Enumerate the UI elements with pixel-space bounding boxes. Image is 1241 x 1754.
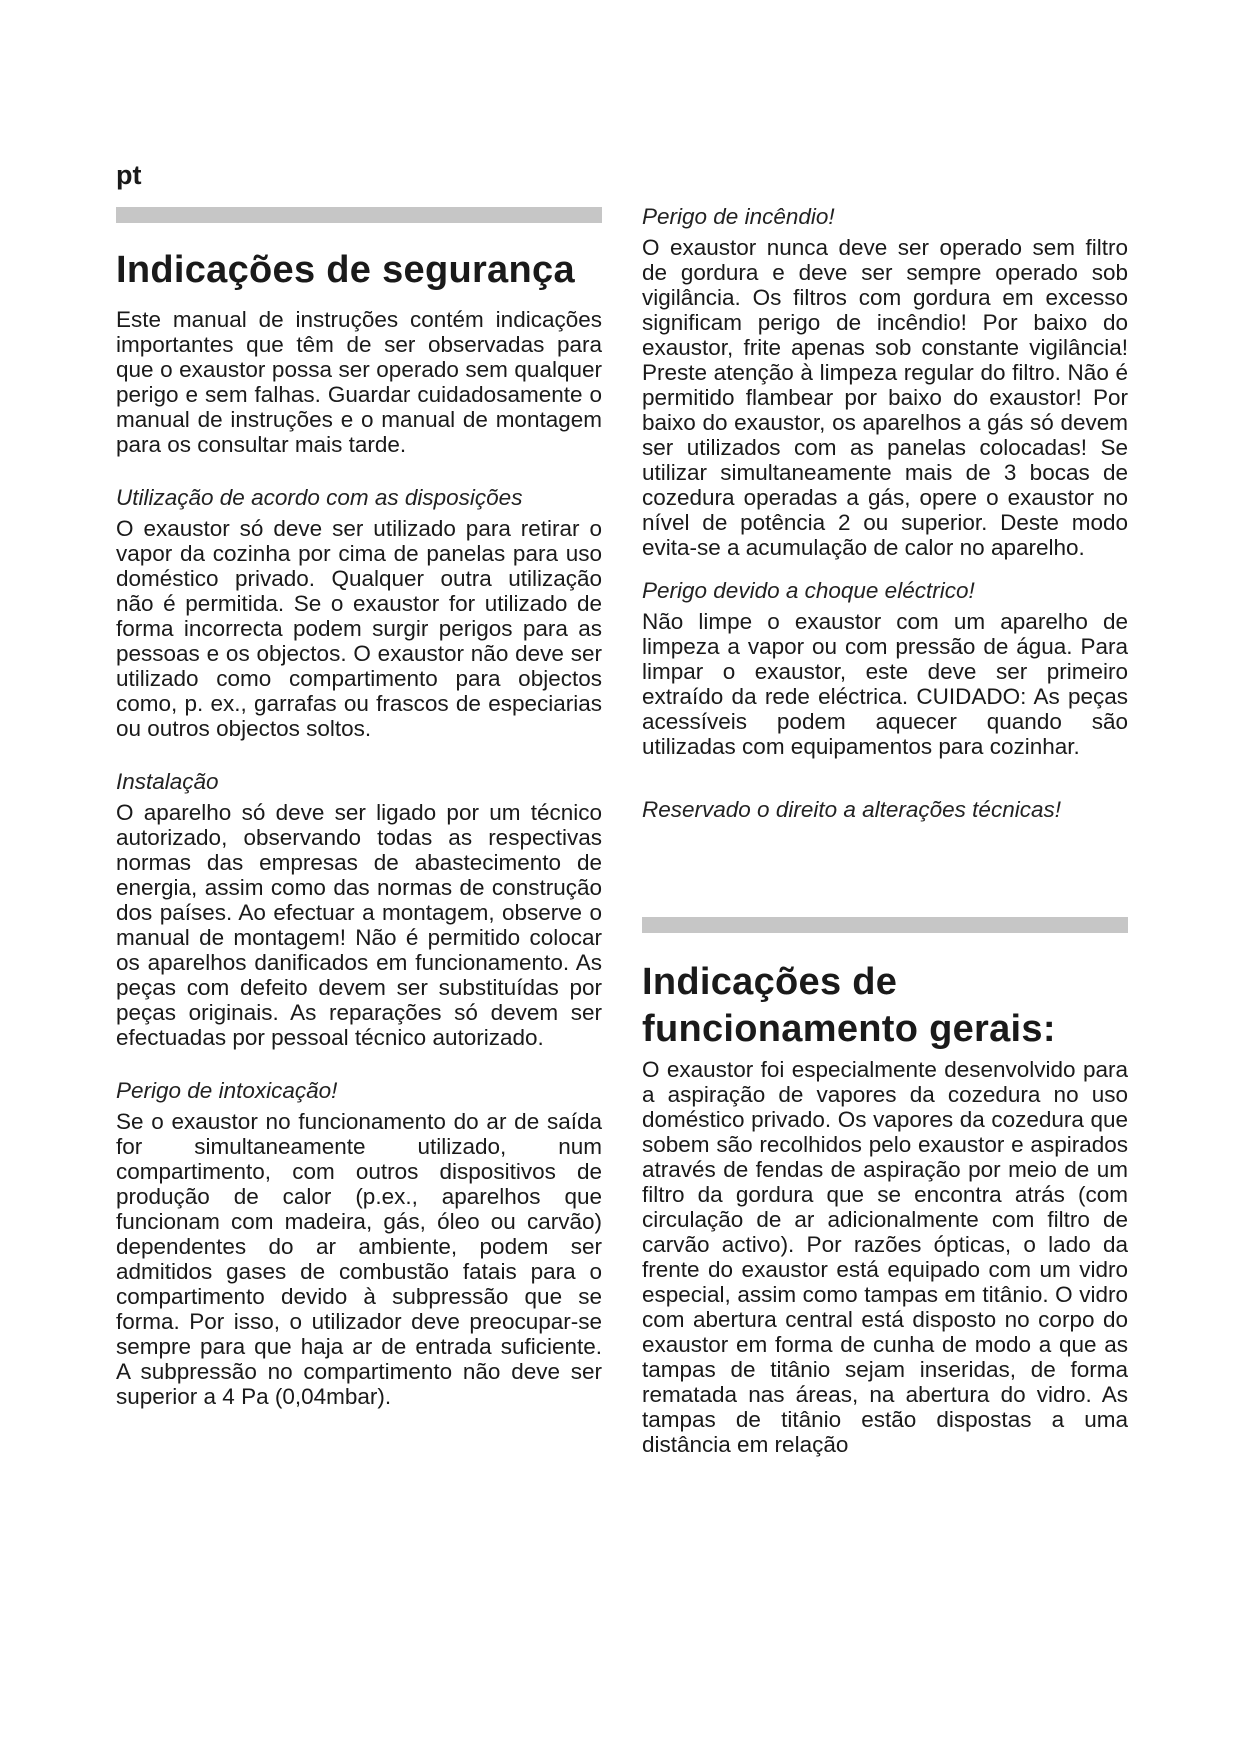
paragraph-fire-danger: O exaustor nunca deve ser operado sem filtro de gordura e deve ser sempre operado sob vigilância. Os filtros com gordura em excesso significam perigo de incêndio! Por baixo do exaustor, frite apenas sob constante vigilância! Preste atenção à limpeza regular do filtro. Não é permitido flambear por baixo do exaustor! Por baixo do exaustor, os aparelhos a gás só devem ser utilizados com as panelas colocadas! Se utilizar simultaneamente mais de 3 bocas de cozedura operadas a gás, opere o exaustor no nível de potência 2 ou superior. Deste modo evita-se a acumulação de calor no aparelho. <box>642 235 1128 560</box>
safety-intro: Este manual de instruções contém indicações importantes que têm de ser observadas para que o exaustor possa ser operado sem qualquer perigo e sem falhas. Guardar cuidadosamente o manual de instruções e o manual de montagem para os consultar mais tarde. <box>116 307 602 457</box>
general-heading-line-2: funcionamento gerais: <box>642 1008 1056 1050</box>
general-heading-line-1: Indicações de <box>642 961 898 1003</box>
paragraph-installation: O aparelho só deve ser ligado por um técnico autorizado, observando todas as respectivas normas das empresas de abastecimento de energia, assim como das normas de construção dos países. Ao efectuar a montagem, observe o manual de montagem! Não é permitido colocar os aparelhos danificados em funcionamento. As peças com defeito devem ser substituídas por peças originais. As reparações só devem ser efectuadas por pessoal técnico autorizado. <box>116 800 602 1050</box>
subheading-intended-use: Utilização de acordo com as disposições <box>116 485 523 510</box>
paragraph-intended-use: O exaustor só deve ser utilizado para retirar o vapor da cozinha por cima de panelas para uso doméstico privado. Qualquer outra utilização não é permitida. Se o exaustor for utilizado de forma incorrecta podem surgir perigos para as pessoas e os objectos. O exaustor não deve ser utilizado como compartimento para objectos como, p. ex., garrafas ou frascos de especiarias ou outros objectos soltos. <box>116 516 602 741</box>
general-operation-heading <box>642 959 1128 1053</box>
subheading-installation: Instalação <box>116 769 219 794</box>
safety-heading: Indicações de segurança <box>116 249 575 291</box>
section-divider-bar <box>642 917 1128 933</box>
section-divider-bar <box>116 207 602 223</box>
subheading-electric-shock: Perigo devido a choque eléctrico! <box>642 578 975 603</box>
right-column <box>642 204 1128 1457</box>
language-code: pt <box>116 160 142 190</box>
subheading-fire-danger: Perigo de incêndio! <box>642 204 835 229</box>
subheading-poisoning-danger: Perigo de intoxicação! <box>116 1078 338 1103</box>
paragraph-general-operation: O exaustor foi especialmente desenvolvido para a aspiração de vapores da cozedura no uso doméstico privado. Os vapores da cozedura que sobem são recolhidos pelo exaustor e aspirados através de fendas de aspiração por meio de um filtro da gordura que se encontra atrás (com circulação de ar adicionalmente com filtro de carvão activo). Por razões ópticas, o lado da frente do exaustor está equipado com um vidro especial, assim como tampas em titânio. O vidro com abertura central está disposto no corpo do exaustor em forma de cunha de modo a que as tampas de titânio sejam inseridas, de forma rematada nas áreas, na abertura do vidro. As tampas de titânio estão dispostas a uma distância em relação <box>642 1057 1128 1457</box>
reserved-rights-note: Reservado o direito a alterações técnicas! <box>642 797 1061 822</box>
left-column <box>116 207 602 1409</box>
paragraph-poisoning-danger: Se o exaustor no funcionamento do ar de saída for simultaneamente utilizado, num compartimento, com outros dispositivos de produção de calor (p.ex., aparelhos que funcionam com madeira, gás, óleo ou carvão) dependentes do ar ambiente, podem ser admitidos gases de combustão fatais para o compartimento devido à subpressão que se forma. Por isso, o utilizador deve preocupar-se sempre para que haja ar de entrada suficiente. A subpressão no compartimento não deve ser superior a 4 Pa (0,04mbar). <box>116 1109 602 1409</box>
paragraph-electric-shock: Não limpe o exaustor com um aparelho de limpeza a vapor ou com pressão de água. Para limpar o exaustor, este deve ser primeiro extraído da rede eléctrica. CUIDADO: As peças acessíveis podem aquecer quando são utilizadas com equipamentos para cozinhar. <box>642 609 1128 759</box>
